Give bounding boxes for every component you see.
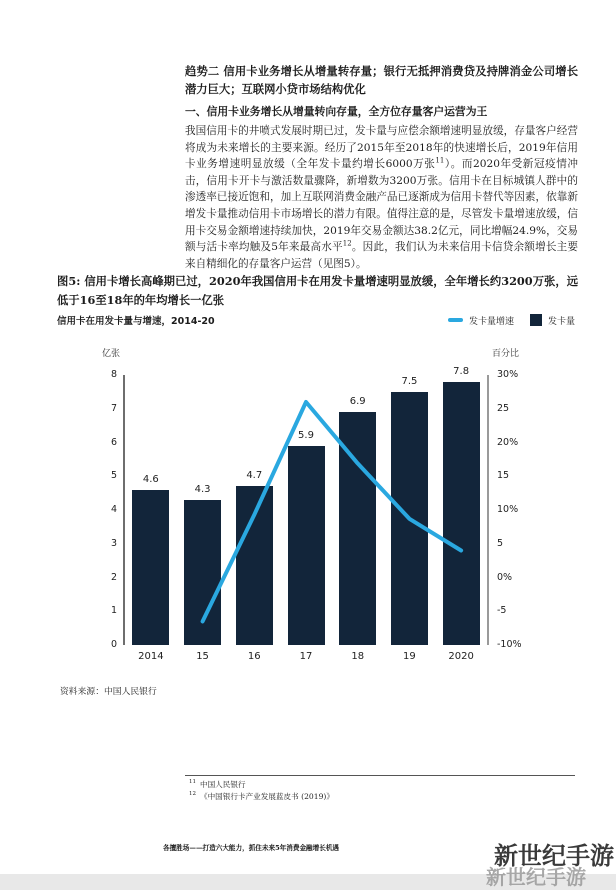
x-axis-label: 2014 — [138, 651, 164, 662]
left-axis-unit: 亿张 — [102, 349, 121, 359]
section-heading: 趋势二 信用卡业务增长从增量转存量；银行无抵押消费贷及持牌消金公司增长潜力巨大；互联网小贷市场结构优化 — [185, 64, 578, 96]
right-axis-tick: 5 — [497, 537, 504, 549]
x-axis-label: 2020 — [448, 651, 474, 662]
x-axis-label: 15 — [196, 651, 209, 662]
left-axis-tick: 8 — [110, 369, 117, 380]
x-axis-label: 17 — [299, 651, 313, 662]
left-axis-tick: 5 — [110, 470, 117, 482]
footnote-ref-12: 12 — [342, 239, 352, 248]
article-block — [185, 62, 578, 272]
right-axis-tick: -5 — [497, 605, 507, 617]
growth-line-chart — [125, 375, 487, 645]
left-axis-tick: 3 — [110, 537, 117, 549]
right-axis-tick: 20% — [497, 436, 519, 448]
left-axis-tick: 7 — [110, 402, 117, 414]
footnote-ref-11: 11 — [435, 156, 445, 165]
bar-value-label: 5.9 — [298, 429, 314, 441]
growth-line — [203, 402, 462, 621]
left-axis-tick: 6 — [110, 436, 117, 448]
watermark-ghost-text: 新世纪手游 — [486, 865, 586, 889]
body-text-3: 。因此，我们认为未来信用卡信贷余额增长主要来自精细化的存量客户运营（见图5）。 — [185, 241, 578, 270]
chart-header — [57, 313, 575, 327]
x-axis-label: 16 — [247, 651, 261, 662]
footnote-text: 中国人民银行 — [200, 780, 246, 789]
legend-line-swatch-icon — [448, 318, 463, 322]
running-footer: 各擅胜场——打造六大能力，抓住未来5年消费金融增长机遇 — [163, 844, 340, 852]
body-paragraph — [185, 123, 578, 272]
bar-value-label: 6.9 — [349, 396, 366, 408]
footnote-item — [189, 779, 334, 791]
right-axis-tick: 15 — [497, 470, 510, 482]
footnote-marker: 11 — [189, 779, 196, 786]
chart-legend — [448, 314, 575, 327]
bar-value-label: 7.8 — [453, 365, 470, 377]
figure-title: 图5: 信用卡增长高峰期已过，2020年我国信用卡在用发卡量增速明显放缓，全年增长约3200万张，远低于16至18年的年均增长一亿张 — [57, 274, 578, 307]
left-axis-tick: 4 — [110, 504, 117, 515]
right-axis-line — [487, 375, 489, 645]
bar-value-label: 4.3 — [194, 483, 211, 495]
legend-bar-swatch-icon — [530, 314, 542, 326]
watermark-text: 新世纪手游 — [494, 842, 614, 870]
footnote-marker: 12 — [189, 790, 196, 797]
footnote-item — [189, 791, 334, 803]
footnote-text: 《中国银行卡产业发展蓝皮书 (2019)》 — [200, 791, 334, 801]
footnote-divider — [185, 775, 575, 776]
section-subheading: 一、信用卡业务增长从增量转向存量，全方位存量客户运营为王 — [185, 105, 488, 118]
bar-value-label: 4.7 — [246, 470, 263, 482]
right-axis-tick: 25 — [497, 402, 510, 414]
right-axis-unit: 百分比 — [492, 349, 520, 359]
x-axis-label: 18 — [351, 651, 365, 662]
chart-subtitle: 信用卡在用发卡量与增速，2014-20 — [57, 316, 215, 327]
chart-plot-area — [110, 365, 522, 662]
right-axis-tick: 30% — [497, 369, 519, 380]
left-axis-tick: 0 — [110, 639, 117, 650]
right-axis-tick: -10% — [497, 639, 522, 650]
left-axis-tick: 1 — [110, 605, 117, 617]
right-axis-tick: 10% — [497, 504, 519, 515]
body-text-1: 我国信用卡的井喷式发展时期已过，发卡量与应偿余额增速明显放缓，存量客户经营将成为未来增长的主要来源。经历了2015年至2018年的快速增长后，2019年信用卡业务增速明显放缓（全年发卡量约增长6000万张 — [185, 125, 578, 171]
legend-label-volume: 发卡量 — [547, 316, 575, 327]
right-axis-tick: 0% — [497, 571, 513, 583]
bar-value-label: 4.6 — [142, 473, 159, 485]
x-axis-label: 19 — [403, 651, 416, 662]
left-axis-tick: 2 — [110, 571, 117, 583]
bar-value-label: 7.5 — [401, 375, 418, 387]
footnotes-block — [189, 779, 334, 802]
legend-label-growth: 发卡量增速 — [468, 316, 514, 327]
body-text-2: ）。而2020年受新冠疫情冲击，信用卡开卡与激活数量骤降，新增数为3200万张。信用卡在目标城镇人群中的渗透率已接近饱和，加上互联网消费金融产品已逐渐成为信用卡替代等因素，依靠新增发卡量推动信用卡市场增长的潜力有限。值得注意的是，尽管发卡量增速放缓，信用卡交易金额增速持续加快，2019年交易金额达38.2亿元，同比增幅24.9%，交易额与活卡率均触及5年来最高水平 — [185, 158, 578, 254]
source-note: 资料来源：中国人民银行 — [60, 687, 157, 697]
